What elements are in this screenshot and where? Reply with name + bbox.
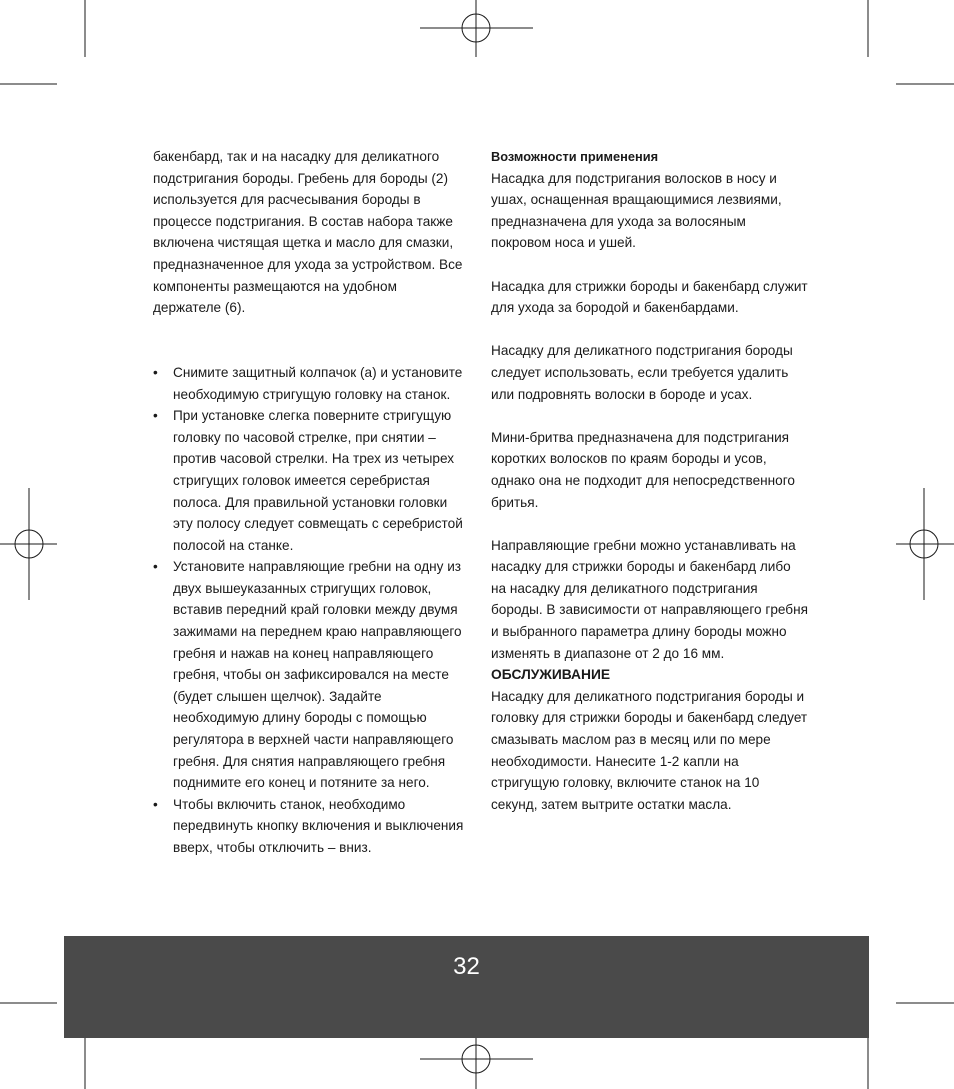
maintenance-heading: ОБСЛУЖИВАНИЕ bbox=[491, 667, 611, 683]
paragraph-gap bbox=[491, 319, 809, 341]
usage-heading: Возможности применения bbox=[491, 149, 659, 164]
instruction-list bbox=[153, 362, 468, 859]
right-column bbox=[491, 146, 809, 815]
maintenance-paragraph: Насадку для деликатного подстригания бороды и головку для стрижки бороды и бакенбард следует смазывать маслом раз в месяц или по мере необходимости. Нанесите 1-2 капли на стригущую головку, включите станок на 10 секунд, затем вытрите остатки масла. bbox=[491, 688, 808, 812]
paragraph-gap bbox=[491, 405, 809, 427]
paragraph-gap bbox=[491, 254, 809, 276]
list-item: • При установке слегка поверните стригущую головку по часовой стрелке, при снятии – против часовой стрелки. На трех из четырех стригущих головок имеется серебристая полоса. Для правильной установки головки эту полосу следует совмещать с серебристой полосой на станке. bbox=[153, 405, 468, 556]
footer-band bbox=[64, 936, 869, 1038]
list-item: • Чтобы включить станок, необходимо передвинуть кнопку включения и выключения вверх, чтобы отключить – вниз. bbox=[153, 794, 468, 859]
paragraph-gap bbox=[491, 513, 809, 535]
left-column bbox=[153, 146, 468, 859]
usage-paragraph: Направляющие гребни можно устанавливать на насадку для стрижки бороды и бакенбард либо на насадку для деликатного подстригания бороды. В зависимости от направляющего гребня и выбранного параметра длину бороды можно изменять в диапазоне от 2 до 16 мм. bbox=[491, 537, 808, 661]
page-number: 32 bbox=[453, 953, 480, 980]
registration-mark-left bbox=[0, 488, 57, 600]
usage-paragraph: Насадку для деликатного подстригания бороды следует использовать, если требуется удалить или подровнять волоски в бороде и усах. bbox=[491, 343, 793, 402]
usage-paragraph: Мини-бритва предназначена для подстригания коротких волосков по краям бороды и усов, однако она не подходит для непосредственного бритья. bbox=[491, 429, 795, 510]
list-item: • Установите направляющие гребни на одну из двух вышеуказанных стригущих головок, вставив передний край головки между двумя зажимами на переднем краю направляющего гребня и нажав на конец направляющего гребня, чтобы он зафиксировался на месте (будет слышен щелчок). Задайте необходимую длину бороды с помощью регулятора в верхней части направляющего гребня. Для снятия направляющего гребня поднимите его конец и потяните за него. bbox=[153, 556, 468, 794]
registration-mark-bottom bbox=[420, 1031, 533, 1089]
intro-paragraph: бакенбард, так и на насадку для деликатного подстригания бороды. Гребень для бороды (2) используется для расчесывания бороды в процессе подстригания. В состав набора также включена чистящая щетка и масло для смазки, предназначенное для ухода за устройством. Все компоненты размещаются на удобном держателе (6). bbox=[153, 149, 463, 316]
paragraph-gap bbox=[153, 340, 468, 362]
usage-paragraph: Насадка для стрижки бороды и бакенбард служит для ухода за бородой и бакенбардами. bbox=[491, 278, 808, 316]
registration-mark-top bbox=[420, 0, 533, 57]
registration-mark-right bbox=[896, 488, 954, 600]
list-item: • Снимите защитный колпачок (a) и установите необходимую стригущую головку на станок. bbox=[153, 362, 468, 405]
paragraph-gap bbox=[153, 319, 468, 341]
usage-paragraph: Насадка для подстригания волосков в носу и ушах, оснащенная вращающимися лезвиями, предназначена для ухода за волосяным покровом носа и ушей. bbox=[491, 170, 782, 251]
